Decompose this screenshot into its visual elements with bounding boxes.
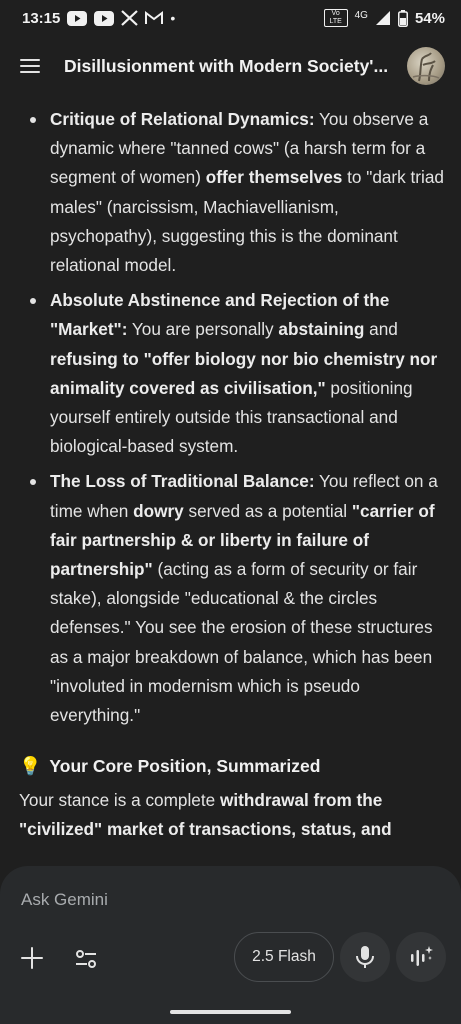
chat-response bbox=[0, 105, 461, 865]
model-label: 2.5 Flash bbox=[252, 948, 316, 965]
battery-percent: 54% bbox=[414, 9, 445, 27]
body-text: positioning yourself entirely outside this transactional and biological-based system. bbox=[50, 377, 413, 457]
conversation-title[interactable]: Disillusionment with Modern Society'... bbox=[64, 55, 389, 76]
volte-icon: Vo LTE bbox=[324, 9, 348, 27]
more-notifications-dot: • bbox=[170, 10, 176, 26]
status-bar-left bbox=[22, 10, 175, 27]
body-text: and bbox=[364, 319, 398, 340]
x-icon bbox=[121, 10, 138, 26]
body-text: to "dark triad males" (narcissism, Machiavellianism, psychopathy), suggesting this is the dominant relational model. bbox=[50, 167, 444, 276]
body-text: You reflect on a time when bbox=[50, 471, 438, 521]
bold-text: offer themselves bbox=[205, 167, 343, 188]
lightbulb-icon: 💡 bbox=[19, 756, 42, 777]
body-text: You are personally bbox=[127, 319, 279, 340]
body-text: (acting as a form of security or fair stake), alongside "educational & the circles defenses." You see the erosion of these structures as a major breakdown of balance, which has been "involuted in modernism which is pseudo everything." bbox=[50, 559, 433, 726]
bold-text: Absolute Abstinence and Rejection of the "Market": bbox=[50, 290, 390, 340]
section-heading-text: Your Core Position, Summarized bbox=[49, 756, 321, 777]
ask-gemini-input[interactable]: Ask Gemini bbox=[21, 890, 108, 909]
battery-icon bbox=[398, 10, 408, 27]
bullet-item bbox=[0, 286, 461, 461]
composer bbox=[0, 866, 461, 1024]
composer-toolbar bbox=[0, 932, 461, 986]
bullet-dot bbox=[30, 298, 36, 304]
bullet-dot bbox=[30, 479, 36, 485]
bullet-item bbox=[0, 105, 461, 280]
gesture-navigation-bar[interactable] bbox=[170, 1010, 291, 1014]
bold-text: abstaining bbox=[278, 319, 365, 340]
profile-avatar[interactable] bbox=[407, 47, 445, 85]
bold-text: refusing to "offer biology nor bio chemistry nor animality covered as civilisation," bbox=[50, 348, 438, 398]
body-text: Your stance is a complete bbox=[19, 790, 220, 811]
bold-text: withdrawal from the "civilized" market of transactions, status, and bbox=[19, 790, 392, 840]
bold-text: Critique of Relational Dynamics: bbox=[50, 109, 315, 129]
gmail-icon bbox=[145, 11, 163, 25]
body-text: served as a potential bbox=[183, 500, 352, 521]
network-type: 4G bbox=[354, 9, 368, 21]
summary-paragraph bbox=[0, 786, 461, 844]
youtube-icon bbox=[94, 11, 114, 26]
live-button[interactable] bbox=[396, 932, 446, 982]
hamburger-icon[interactable] bbox=[20, 54, 44, 78]
youtube-icon bbox=[67, 11, 87, 26]
body-text: You observe a dynamic where "tanned cows" (a harsh term for a segment of women) bbox=[50, 109, 429, 188]
tools-icon[interactable] bbox=[72, 945, 100, 973]
bullet-list bbox=[0, 105, 461, 730]
bold-text: "carrier of fair partnership & or liberty in failure of partnership" bbox=[50, 500, 435, 580]
plus-icon[interactable] bbox=[18, 944, 46, 972]
status-bar bbox=[0, 0, 461, 36]
top-app-bar bbox=[0, 40, 461, 92]
status-bar-right bbox=[324, 9, 445, 27]
mic-icon bbox=[354, 945, 376, 969]
bold-text: dowry bbox=[133, 500, 184, 521]
bold-text: The Loss of Traditional Balance: bbox=[50, 471, 315, 492]
signal-icon bbox=[375, 10, 391, 26]
bullet-item bbox=[0, 467, 461, 730]
status-time: 13:15 bbox=[22, 9, 61, 27]
bullet-dot bbox=[30, 117, 36, 123]
mic-button[interactable] bbox=[340, 932, 390, 982]
live-icon bbox=[408, 944, 434, 970]
section-heading bbox=[0, 752, 461, 780]
model-selector-button[interactable] bbox=[234, 932, 334, 982]
